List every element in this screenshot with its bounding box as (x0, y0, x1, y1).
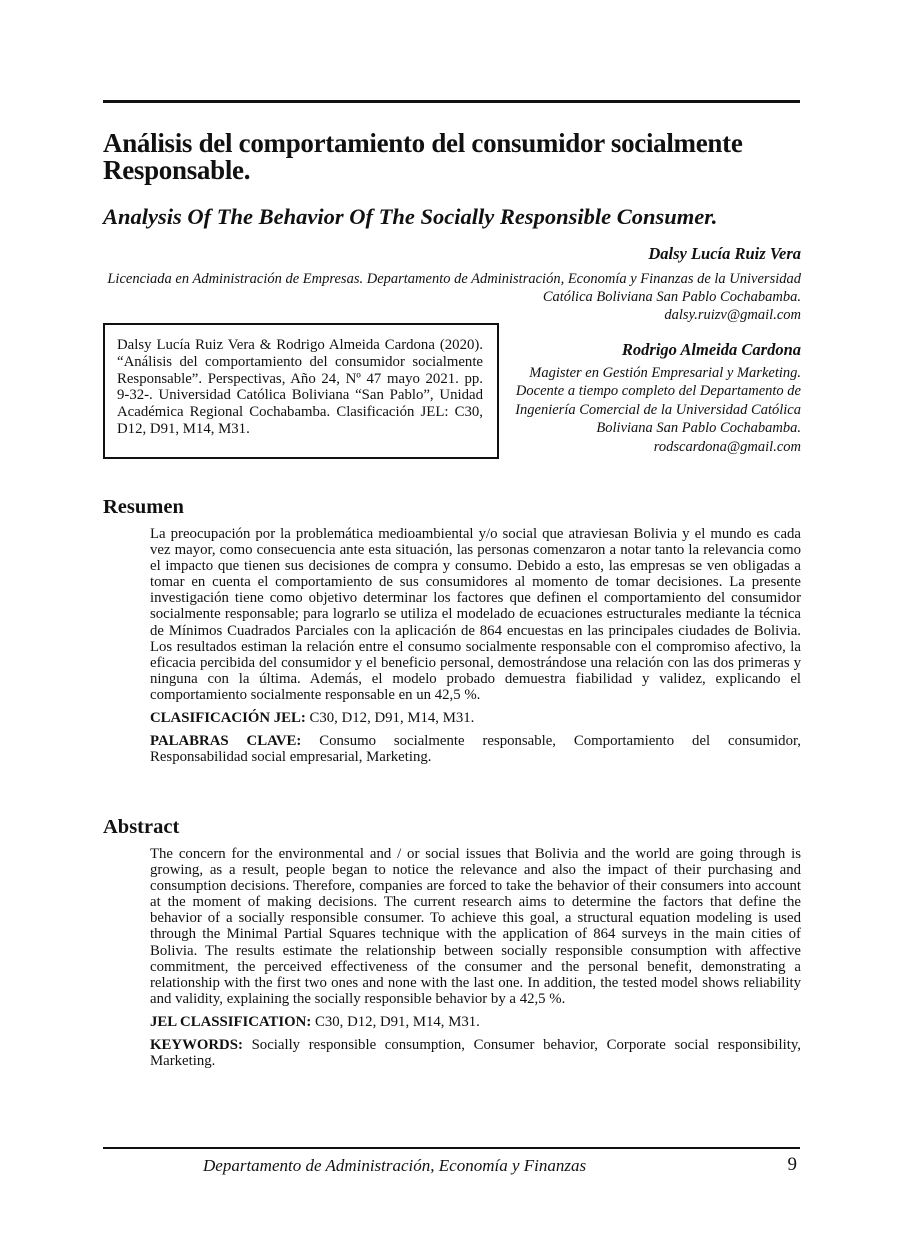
author-affiliation (103, 270, 801, 324)
section-heading-resumen: Resumen (103, 496, 184, 518)
keywords (150, 733, 801, 765)
affiliation-text: Licenciada en Administración de Empresas. Departamento de Administración, Economía y Finanzas de la Universidad Católica Boliviana San Pablo Cochabamba. (107, 271, 801, 305)
section-heading-abstract: Abstract (103, 816, 180, 838)
author-email: dalsy.ruizv@gmail.com (664, 307, 801, 323)
resumen-section (150, 526, 801, 765)
paper-title: Análisis del comportamiento del consumidor socialmente Responsable. (103, 128, 743, 185)
author-affiliation (501, 364, 801, 456)
keywords-value: Socially responsible consumption, Consumer behavior, Corporate social responsibility, Marketing. (150, 1037, 801, 1070)
author-name: Dalsy Lucía Ruiz Vera (648, 244, 801, 263)
jel-classification (150, 710, 801, 726)
jel-value: C30, D12, D91, M14, M31. (309, 710, 475, 727)
affiliation-text: Magister en Gestión Empresarial y Marketing. Docente a tiempo completo del Departamento de Ingeniería Comercial de la Universidad Católica Boliviana San Pablo Cochabamba. (515, 365, 801, 437)
keywords (150, 1037, 801, 1069)
footer-department: Departamento de Administración, Economía y Finanzas (203, 1156, 587, 1175)
jel-value: C30, D12, D91, M14, M31. (315, 1013, 480, 1030)
keywords-label: PALABRAS CLAVE: (150, 733, 302, 750)
author-name: Rodrigo Almeida Cardona (621, 340, 801, 359)
jel-label: CLASIFICACIÓN JEL: (150, 710, 306, 727)
paper-subtitle: Analysis Of The Behavior Of The Socially Responsible Consumer. (103, 204, 718, 229)
jel-label: JEL CLASSIFICATION: (150, 1013, 312, 1030)
keywords-label: KEYWORDS: (150, 1037, 243, 1054)
bottom-rule (103, 1147, 800, 1149)
abstract-section (150, 846, 801, 1069)
page-number: 9 (787, 1154, 797, 1175)
author-email: rodscardona@gmail.com (653, 438, 801, 455)
top-rule (103, 100, 800, 103)
keywords-value: Consumo socialmente responsable, Comportamiento del consumidor, Responsabilidad social empresarial, Marketing. (150, 733, 801, 766)
abstract-text: The concern for the environmental and / or social issues that Bolivia and the world are going through is growing, as a result, people began to notice the relevance and also the impact of their purchasing and consumption decisions. Therefore, companies are forced to take the behavior of their consumers into account at the moment of making decisions. The current research aims to determine the factors that define the behavior of a socially responsible consumer. To achieve this goal, a structural equation modeling is used through the Minimal Partial Squares technique with the application of 864 surveys in the main cities of Bolivia. The results estimate the relationship between socially responsible consumption with affective commitment, the perceived effectiveness of the consumer and the personal benefit, demonstrating a relationship with the first two ones and none with the last one. In addition, the tested model shows reliability and validity, explaining the socially responsible behavior by a 42,5 %. (150, 846, 801, 1007)
citation-box: Dalsy Lucía Ruiz Vera & Rodrigo Almeida Cardona (2020). “Análisis del comportamiento del consumidor socialmente Responsable”. Perspectivas, Año 24, Nº 47 mayo 2021. pp. 9-32-. Universidad Católica Boliviana “San Pablo”, Unidad Académica Regional Cochabamba. Clasificación JEL: C30, D12, D91, M14, M31. (103, 323, 499, 459)
jel-classification (150, 1014, 801, 1030)
resumen-text: La preocupación por la problemática medioambiental y/o social que atraviesan Bolivia y el mundo es cada vez mayor, como consecuencia ante esta situación, las personas comenzaron a notar tanto la relevancia como el impacto que tienen sus decisiones de compra y consumo. Debido a esto, las empresas se ven obligadas a tomar en cuenta el comportamiento de sus consumidores al momento de tomar decisiones. La presente investigación tiene como objetivo determinar los factores que definen el comportamiento del consumidor socialmente responsable; para lograrlo se utiliza el modelado de ecuaciones estructurales mediante la técnica de Mínimos Cuadrados Parciales con la aplicación de 864 encuestas en las principales ciudades de Bolivia. Los resultados estiman la relación entre el consumo socialmente responsable con el compromiso afectivo, la eficacia percibida del consumidor y el beneficio personal, demostrándose una relación con las dos primeras y ninguna con la última. Además, el modelo probado demuestra fiabilidad y validez, explicando el comportamiento socialmente responsable en un 42,5 %. (150, 526, 801, 703)
